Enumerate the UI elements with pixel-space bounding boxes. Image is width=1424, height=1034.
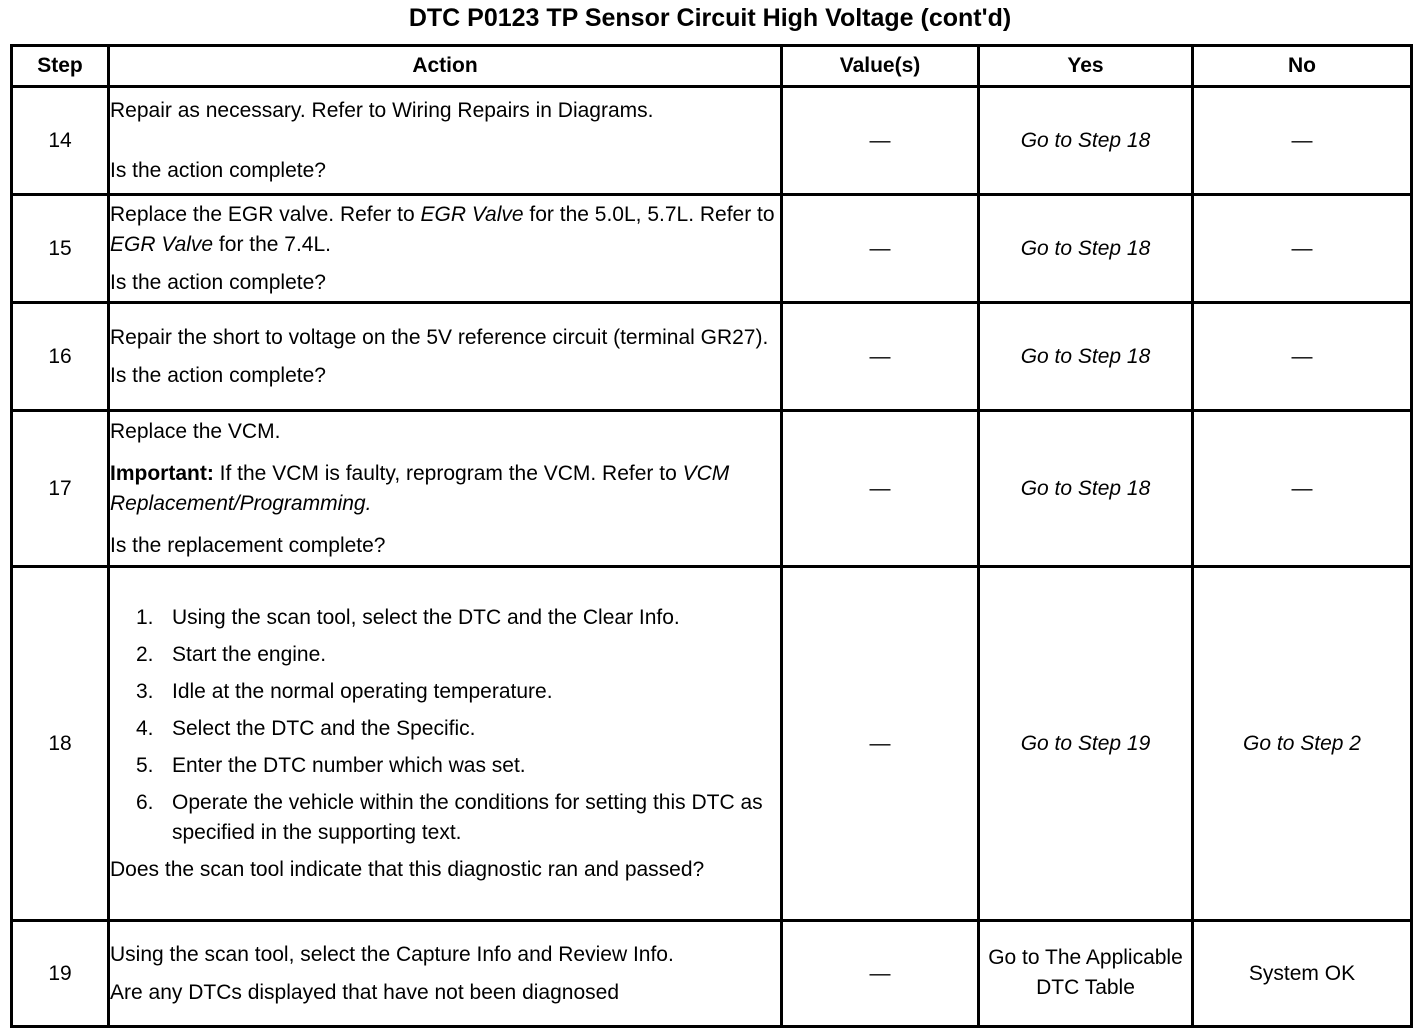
action-question: Is the action complete?	[110, 363, 326, 387]
no-cell: —	[1193, 87, 1412, 195]
action-question: Does the scan tool indicate that this diagnostic ran and passed?	[110, 857, 705, 881]
value-cell: —	[782, 411, 979, 567]
page-title: DTC P0123 TP Sensor Circuit High Voltage (cont'd)	[408, 4, 1012, 32]
value-cell: —	[782, 195, 979, 303]
action-question: Are any DTCs displayed that have not been diagnosed	[110, 980, 619, 1004]
table-row	[12, 411, 1412, 567]
action-question: Is the replacement complete?	[110, 533, 386, 557]
egr-valve-ref[interactable]: EGR Valve	[110, 232, 214, 256]
table-row	[12, 921, 1412, 1027]
step-number: 14	[12, 87, 109, 195]
step-number: 19	[12, 921, 109, 1027]
value-cell: —	[782, 567, 979, 921]
action-cell	[109, 411, 782, 567]
action-cell	[109, 921, 782, 1027]
header-step: Step	[12, 46, 109, 87]
header-row	[12, 46, 1412, 87]
value-cell: —	[782, 921, 979, 1027]
value-cell: —	[782, 87, 979, 195]
action-cell	[109, 567, 782, 921]
diagnostic-table	[10, 44, 1413, 1028]
procedure-list	[110, 603, 780, 848]
yes-link[interactable]: Go to The Applicable DTC Table	[979, 921, 1193, 1027]
list-item: 6. Operate the vehicle within the conditions for setting this DTC as specified in the supporting text.	[136, 790, 763, 844]
no-cell: —	[1193, 303, 1412, 411]
table-row	[12, 195, 1412, 303]
action-text: Using the scan tool, select the Capture Info and Review Info.	[110, 942, 674, 966]
header-no: No	[1193, 46, 1412, 87]
list-item: 2. Start the engine.	[136, 642, 327, 666]
action-text: Replace the VCM.	[110, 419, 281, 443]
step-number: 17	[12, 411, 109, 567]
action-cell	[109, 87, 782, 195]
action-question: Is the action complete?	[110, 158, 326, 182]
action-cell	[109, 303, 782, 411]
step-number: 18	[12, 567, 109, 921]
yes-link[interactable]: Go to Step 19	[979, 567, 1193, 921]
action-text: Repair the short to voltage on the 5V reference circuit (terminal GR27).	[110, 325, 769, 349]
value-cell: —	[782, 303, 979, 411]
list-item: 3. Idle at the normal operating temperature.	[136, 679, 553, 703]
step-number: 16	[12, 303, 109, 411]
yes-link[interactable]: Go to Step 18	[979, 303, 1193, 411]
table-row	[12, 303, 1412, 411]
no-cell: —	[1193, 411, 1412, 567]
yes-link[interactable]: Go to Step 18	[979, 195, 1193, 303]
action-cell	[109, 195, 782, 303]
important-label: Important:	[110, 461, 214, 485]
no-cell: System OK	[1193, 921, 1412, 1027]
no-link[interactable]: Go to Step 2	[1193, 567, 1412, 921]
important-note: Important: If the VCM is faulty, reprogram the VCM. Refer to VCM Replacement/Programming.	[110, 461, 730, 515]
list-item: 4. Select the DTC and the Specific.	[136, 716, 476, 740]
action-question: Is the action complete?	[110, 270, 326, 294]
yes-link[interactable]: Go to Step 18	[979, 87, 1193, 195]
table-row	[12, 87, 1412, 195]
yes-link[interactable]: Go to Step 18	[979, 411, 1193, 567]
vcm-programming-ref[interactable]: VCM Replacement/Programming.	[110, 461, 730, 515]
action-text: Repair as necessary. Refer to Wiring Repairs in Diagrams.	[110, 98, 654, 122]
step-number: 15	[12, 195, 109, 303]
list-item: 1. Using the scan tool, select the DTC and the Clear Info.	[136, 605, 680, 629]
table-row	[12, 567, 1412, 921]
egr-valve-ref[interactable]: EGR Valve	[420, 202, 524, 226]
header-values: Value(s)	[782, 46, 979, 87]
no-cell: —	[1193, 195, 1412, 303]
list-item: 5. Enter the DTC number which was set.	[136, 753, 526, 777]
header-action: Action	[109, 46, 782, 87]
action-text: Replace the EGR valve. Refer to EGR Valve for the 5.0L, 5.7L. Refer to EGR Valve for the 7.4L.	[110, 202, 775, 256]
header-yes: Yes	[979, 46, 1193, 87]
